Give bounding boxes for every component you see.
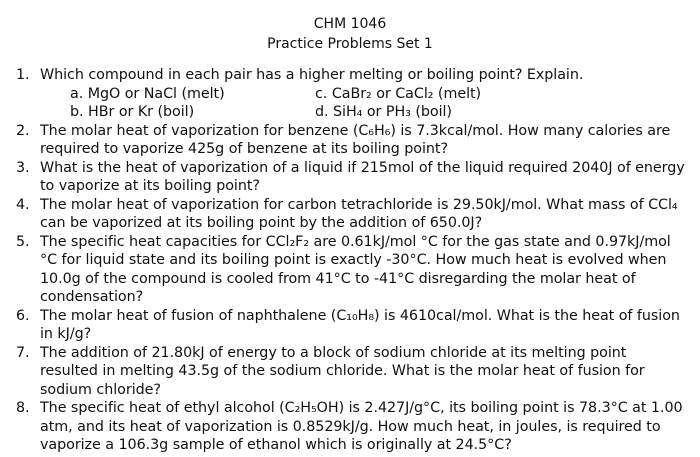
course-code: CHM 1046	[313, 16, 387, 32]
problem-text: The specific heat of ethyl alcohol (C₂H₅OH) is 2.427J/g°C, its boiling point is 78.3°C at 1.00 atm, and its heat of vaporization is 0.8529kJ/g. How much heat, in joules, is required to vaporize a 106.3g sample of ethanol which is originally at 24.5°C?	[40, 400, 683, 453]
pair-label: d.	[315, 104, 329, 120]
problem-item	[16, 233, 686, 307]
document-title: Practice Problems Set 1	[267, 36, 433, 52]
problem-item	[16, 159, 686, 196]
problem-number: 4.	[16, 196, 30, 213]
problem-text: The molar heat of fusion of naphthalene (C₁₀H₈) is 4610cal/mol. What is the heat of fusion in kJ/g?	[40, 307, 680, 342]
problem-item	[16, 66, 686, 122]
pair-label: a.	[70, 85, 84, 102]
compound-pairs	[40, 85, 686, 122]
pair-item	[315, 85, 565, 104]
problem-list	[16, 66, 686, 455]
problem-text: The specific heat capacities for CCl₂F₂ are 0.61kJ/mol °C for the gas state and 0.97kJ/mol °C for liquid state and its boiling point is exactly -30°C. How much heat is evolved when 10.0g of the compound is cooled from 41°C to -41°C disregarding the molar heat of condensation?	[40, 233, 671, 305]
pair-item	[70, 103, 315, 122]
problem-text: The molar heat of vaporization for carbon tetrachloride is 29.50kJ/mol. What mass of CCl₄ can be vaporized at its boiling point by the addition of 650.0J?	[40, 196, 678, 231]
problem-number: 1.	[16, 67, 30, 83]
pair-label: c.	[315, 85, 328, 102]
problem-item	[16, 307, 686, 344]
problem-item	[16, 122, 686, 159]
problem-number: 2.	[16, 122, 30, 139]
pair-text: MgO or NaCl (melt)	[87, 85, 225, 102]
problem-number: 7.	[16, 344, 30, 361]
problem-text: The addition of 21.80kJ of energy to a block of sodium chloride at its melting point resulted in melting 43.5g of the sodium chloride. What is the molar heat of fusion for sodium chloride?	[40, 344, 645, 398]
pair-label: b.	[70, 104, 84, 120]
problem-item	[16, 399, 686, 455]
problem-item	[16, 196, 686, 233]
pair-text: SiH₄ or PH₃ (boil)	[333, 104, 452, 120]
pair-text: CaBr₂ or CaCl₂ (melt)	[331, 85, 482, 102]
problem-text: The molar heat of vaporization for benzene (C₆H₆) is 7.3kcal/mol. How many calories are required to vaporize 425g of benzene at its boiling point?	[40, 122, 671, 157]
problem-item	[16, 344, 686, 400]
problem-number: 6.	[16, 307, 30, 324]
problem-number: 3.	[16, 159, 30, 176]
pair-item	[315, 103, 565, 122]
problem-number: 5.	[16, 233, 30, 250]
problem-text: Which compound in each pair has a higher melting or boiling point? Explain.	[40, 67, 584, 83]
pair-item	[70, 85, 315, 104]
pair-text: HBr or Kr (boil)	[88, 104, 195, 120]
problem-text: What is the heat of vaporization of a liquid if 215mol of the liquid required 2040J of energy to vaporize at its boiling point?	[40, 159, 685, 194]
document-header	[0, 0, 700, 54]
problem-number: 8.	[16, 400, 30, 416]
